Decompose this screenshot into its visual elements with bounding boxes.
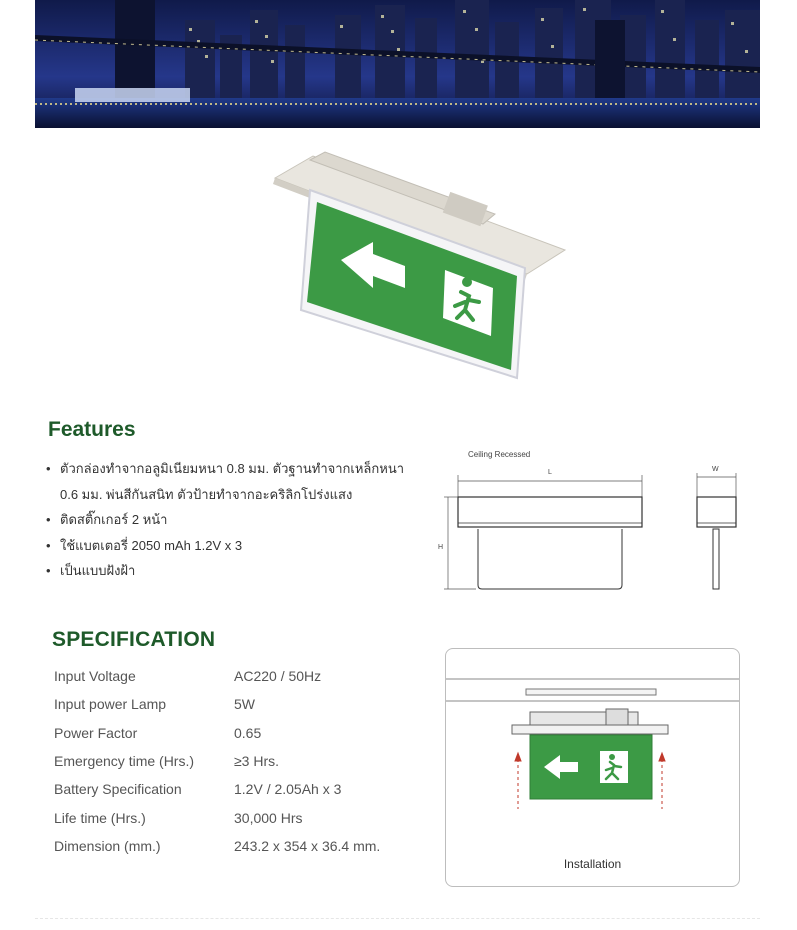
spec-label: Dimension (mm.): [54, 837, 161, 854]
feature-item: • ติดสติ๊กเกอร์ 2 หน้า: [46, 507, 426, 533]
spec-label: Input Voltage: [54, 668, 136, 685]
spec-row: [54, 775, 434, 803]
spec-row: [54, 719, 434, 747]
height-label: H: [438, 544, 444, 551]
spec-row: [54, 690, 434, 718]
running-man-icon: [600, 751, 628, 783]
spec-value: 1.2V / 2.05Ah x 3: [234, 781, 342, 798]
city-skyline-banner: [35, 0, 760, 128]
spec-label: Emergency time (Hrs.): [54, 753, 195, 770]
installation-diagram: [445, 648, 740, 887]
spec-label: Input power Lamp: [54, 696, 167, 713]
spec-value: 5W: [234, 696, 255, 713]
spec-row: [54, 803, 434, 831]
feature-item-continued: 0.6 มม. พ่นสีกันสนิท ตัวป้ายทำจากอะคริลิกโปร่งแสง: [60, 486, 353, 502]
spec-row: [54, 747, 434, 775]
spec-row: [54, 662, 434, 690]
length-label: L: [548, 469, 552, 476]
spec-value: 243.2 x 354 x 36.4 mm.: [234, 837, 381, 854]
spec-label: Life time (Hrs.): [54, 809, 146, 826]
dimension-drawing: [436, 445, 756, 600]
spec-value: AC220 / 50Hz: [234, 668, 322, 685]
spec-value: 30,000 Hrs: [234, 809, 303, 826]
features-list: [46, 456, 426, 584]
specification-heading: SPECIFICATION: [52, 628, 216, 651]
spec-label: Battery Specification: [54, 781, 182, 798]
installation-label: Installation: [563, 857, 622, 871]
bottom-divider: [35, 918, 760, 919]
spec-label: Power Factor: [54, 724, 138, 741]
spec-value: ≥3 Hrs.: [234, 753, 280, 770]
width-label: W: [712, 466, 719, 473]
features-heading: Features: [48, 418, 136, 441]
specification-table: [54, 662, 434, 860]
feature-item: • ใช้แบตเตอรี่ 2050 mAh 1.2V x 3: [46, 533, 426, 559]
exit-sign-product-image: [255, 150, 575, 390]
drawing-caption: Ceiling Recessed: [468, 450, 531, 459]
feature-item: • ตัวกล่องทำจากอลูมิเนียมหนา 0.8 มม. ตัวฐานทำจากเหล็กหนา: [46, 456, 426, 482]
spec-value: 0.65: [234, 724, 262, 741]
feature-item: • เป็นแบบฝังฝ้า: [46, 558, 426, 584]
spec-row: [54, 832, 434, 860]
